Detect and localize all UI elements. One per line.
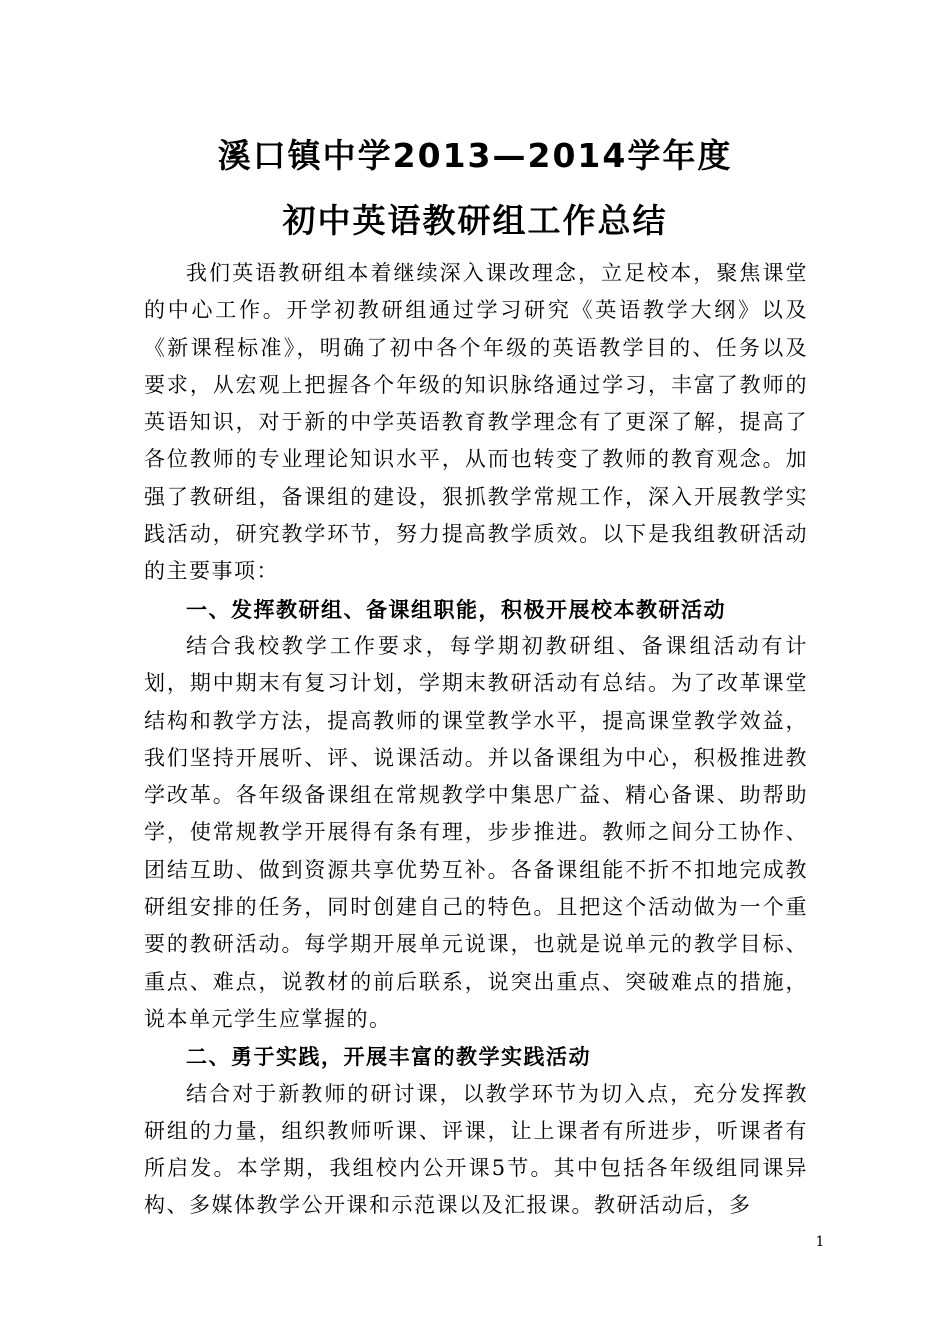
section-heading-1: 一、发挥教研组、备课组职能，积极开展校本教研活动 — [186, 596, 726, 622]
document-title-line-2: 初中英语教研组工作总结 — [282, 201, 668, 240]
section-paragraph-2: 结合对于新教师的研讨课，以教学环节为切入点，充分发挥教研组的力量，组织教师听课、评课，让上课者有所进步，听课者有所启发。本学期，我组校内公开课5节。其中包括各年级组同课异构、多媒体教学公开课和示范课以及汇报课。教研活动后，多 — [144, 1081, 808, 1218]
document-title-line-1: 溪口镇中学2013—2014学年度 — [217, 136, 733, 175]
section-heading-2: 二、勇于实践，开展丰富的教学实践活动 — [186, 1044, 591, 1070]
section-paragraph-1: 结合我校教学工作要求，每学期初教研组、备课组活动有计划，期中期末有复习计划，学期末教研活动有总结。为了改革课堂结构和教学方法，提高教师的课堂教学水平，提高课堂教学效益，我们坚持开展听、评、说课活动。并以备课组为中心，积极推进教学改革。各年级备课组在常规教学中集思广益、精心备课、助帮助学，使常规教学开展得有条有理，步步推进。教师之间分工协作、团结互助、做到资源共享优势互补。各备课组能不折不扣地完成教研组安排的任务，同时创建自己的特色。且把这个活动做为一个重要的教研活动。每学期开展单元说课，也就是说单元的教学目标、重点、难点，说教材的前后联系，说突出重点、突破难点的措施，说本单元学生应掌握的。 — [144, 633, 808, 1031]
document-body — [144, 255, 808, 1225]
intro-paragraph: 我们英语教研组本着继续深入课改理念，立足校本，聚焦课堂的中心工作。开学初教研组通过学习研究《英语教学大纲》以及《新课程标准》，明确了初中各个年级的英语教学目的、任务以及要求，从宏观上把握各个年级的知识脉络通过学习，丰富了教师的英语知识，对于新的中学英语教育教学理念有了更深了解，提高了各位教师的专业理论知识水平，从而也转变了教师的教育观念。加强了教研组，备课组的建设，狠抓教学常规工作，深入开展教学实践活动，研究教学环节，努力提高教学质效。以下是我组教研活动的主要事项： — [144, 261, 808, 584]
page-number: 1 — [815, 1234, 825, 1250]
